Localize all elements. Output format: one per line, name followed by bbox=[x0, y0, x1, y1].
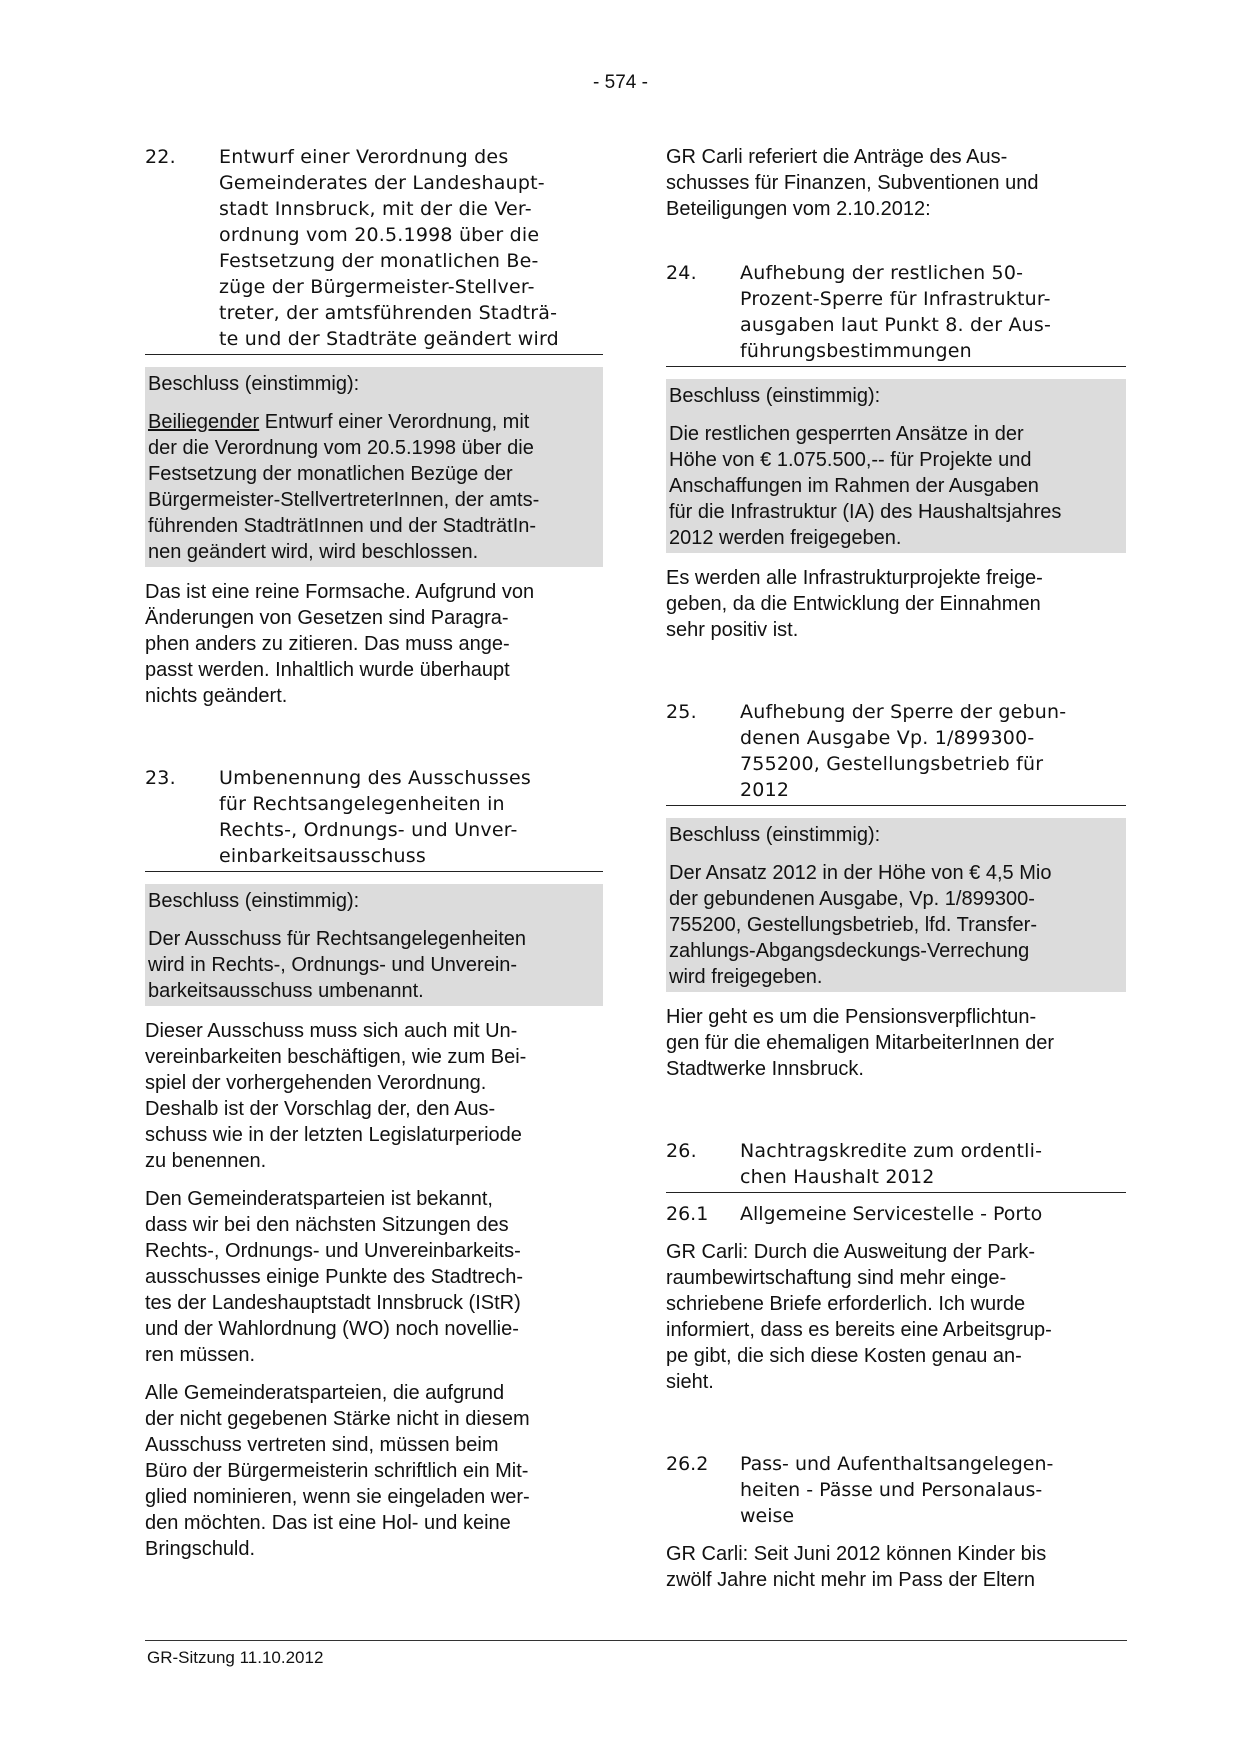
beschluss-text: Die restlichen gesperrten Ansätze in der Höhe von € 1.075.500,-- für Projekte und Anschaffungen im Rahmen der Ausgaben für die Infrastruktur (IA) des Haushaltsjahres 2012 werden freigegeben. bbox=[669, 423, 1062, 549]
beschluss-text: Beiliegender Entwurf einer Verordnung, mit der die Verordnung vom 20.5.1998 über die Festsetzung der monatlichen Bezüge der Bürgermeister-StellvertreterInnen, der amts- führenden StadträtInnen und der StadträtIn- nen geändert wird, wird beschlossen. bbox=[148, 411, 540, 563]
intro-paragraph: GR Carli referiert die Anträge des Aus- schusses für Finanzen, Subventionen und Beteiligungen vom 2.10.2012: bbox=[666, 146, 1039, 220]
paragraph: Den Gemeinderatsparteien ist bekannt, dass wir bei den nächsten Sitzungen des Rechts-, Ordnungs- und Unvereinbarkeits- ausschusses einige Punkte des Stadtrech- tes der Landeshauptstadt Innsbruck (IStR) und der Wahlordnung (WO) noch novellie- ren müssen. bbox=[145, 1188, 523, 1366]
beschluss-label: Beschluss (einstimmig): bbox=[148, 373, 360, 395]
item-26-2-heading: 26.2 Pass- und Aufenthaltsangelegen- heiten - Pässe und Personalaus- weise bbox=[666, 1453, 1054, 1527]
item-26-1-heading: 26.1 Allgemeine Servicestelle - Porto bbox=[666, 1203, 1043, 1225]
item-number: 23. bbox=[145, 767, 176, 789]
beschluss-text: Der Ausschuss für Rechtsangelegenheiten wird in Rechts-, Ordnungs- und Unverein- barkeitsausschuss umbenannt. bbox=[148, 928, 527, 1002]
paragraph: Dieser Ausschuss muss sich auch mit Un- vereinbarkeiten beschäftigen, wie zum Bei- spiel der vorhergehenden Verordnung. Deshalb ist der Vorschlag der, den Aus- schuss wie in der letzten Legislaturperiode zu benennen. bbox=[145, 1020, 527, 1172]
beschluss-label: Beschluss (einstimmig): bbox=[148, 890, 360, 912]
item-25-heading bbox=[666, 699, 1126, 803]
footer-divider bbox=[145, 1640, 1127, 1641]
right-column bbox=[666, 144, 1126, 1593]
title-line: stadt Innsbruck, mit der die Ver- bbox=[219, 198, 532, 220]
beschluss-box bbox=[666, 379, 1126, 553]
left-column bbox=[145, 144, 603, 1562]
note-paragraph: Das ist eine reine Formsache. Aufgrund von Änderungen von Gesetzen sind Paragra- phen anders zu zitieren. Das muss ange- passt werden. Inhaltlich wurde überhaupt nichts geändert. bbox=[145, 581, 535, 707]
paragraph: Alle Gemeinderatsparteien, die aufgrund der nicht gegebenen Stärke nicht in diesem Ausschuss vertreten sind, müssen beim Büro der Bürgermeisterin schriftlich ein Mit- glied nominieren, wenn sie eingeladen wer- den möchten. Das ist eine Hol- und keine Bringschuld. bbox=[145, 1382, 530, 1560]
item-title: Nachtragskredite zum ordentli- chen Haushalt 2012 bbox=[740, 1140, 1043, 1188]
item-title bbox=[219, 144, 603, 352]
title-line: Festsetzung der monatlichen Be- bbox=[219, 250, 539, 272]
page-number: - 574 - bbox=[593, 72, 648, 93]
title-line: Entwurf einer Verordnung des bbox=[219, 146, 509, 168]
title-line: Gemeinderates der Landeshaupt- bbox=[219, 172, 545, 194]
note-paragraph: Es werden alle Infrastrukturprojekte freige- geben, da die Entwicklung der Einnahmen sehr positiv ist. bbox=[666, 567, 1043, 641]
item-number: 26. bbox=[666, 1140, 697, 1162]
note-paragraph: Hier geht es um die Pensionsverpflichtun- gen für die ehemaligen MitarbeiterInnen der Stadtwerke Innsbruck. bbox=[666, 1006, 1055, 1080]
title-line: treter, der amtsführenden Stadträ- bbox=[219, 302, 558, 324]
item-22-heading bbox=[145, 144, 603, 352]
title-line: te und der Stadträte geändert wird bbox=[219, 328, 559, 350]
beschluss-box bbox=[145, 884, 603, 1006]
item-number: 22. bbox=[145, 146, 176, 168]
item-24-heading bbox=[666, 260, 1126, 364]
beschluss-box bbox=[666, 818, 1126, 992]
item-number: 25. bbox=[666, 701, 697, 723]
item-title: Aufhebung der restlichen 50- Prozent-Sperre für Infrastruktur- ausgaben laut Punkt 8. der Aus- führungsbestimmungen bbox=[740, 262, 1052, 362]
item-23-heading bbox=[145, 765, 603, 869]
beschluss-box bbox=[145, 367, 603, 567]
underlined-word: Beiliegender bbox=[148, 411, 260, 433]
paragraph: GR Carli: Durch die Ausweitung der Park- raumbewirtschaftung sind mehr einge- schriebene Briefe erforderlich. Ich wurde informiert, dass es bereits eine Arbeitsgrup- pe gibt, die sich diese Kosten genau an- sieht. bbox=[666, 1241, 1052, 1393]
item-26-heading bbox=[666, 1138, 1126, 1190]
item-number: 24. bbox=[666, 262, 697, 284]
beschluss-text: Der Ansatz 2012 in der Höhe von € 4,5 Mio der gebundenen Ausgabe, Vp. 1/899300- 755200, Gestellungsbetrieb, lfd. Transfer- zahlungs-Abgangsdeckungs-Verrechung wird freigegeben. bbox=[669, 862, 1052, 988]
item-title: Umbenennung des Ausschusses für Rechtsangelegenheiten in Rechts-, Ordnungs- und Unver- einbarkeitsausschuss bbox=[219, 767, 532, 867]
title-line: ordnung vom 20.5.1998 über die bbox=[219, 224, 540, 246]
paragraph: GR Carli: Seit Juni 2012 können Kinder bis zwölf Jahre nicht mehr im Pass der Eltern bbox=[666, 1543, 1047, 1591]
beschluss-label: Beschluss (einstimmig): bbox=[669, 824, 881, 846]
title-line: züge der Bürgermeister-Stellver- bbox=[219, 276, 535, 298]
footer-text: GR-Sitzung 11.10.2012 bbox=[147, 1648, 324, 1667]
item-title: Aufhebung der Sperre der gebun- denen Ausgabe Vp. 1/899300- 755200, Gestellungsbetrieb für 2012 bbox=[740, 701, 1067, 801]
beschluss-label: Beschluss (einstimmig): bbox=[669, 385, 881, 407]
